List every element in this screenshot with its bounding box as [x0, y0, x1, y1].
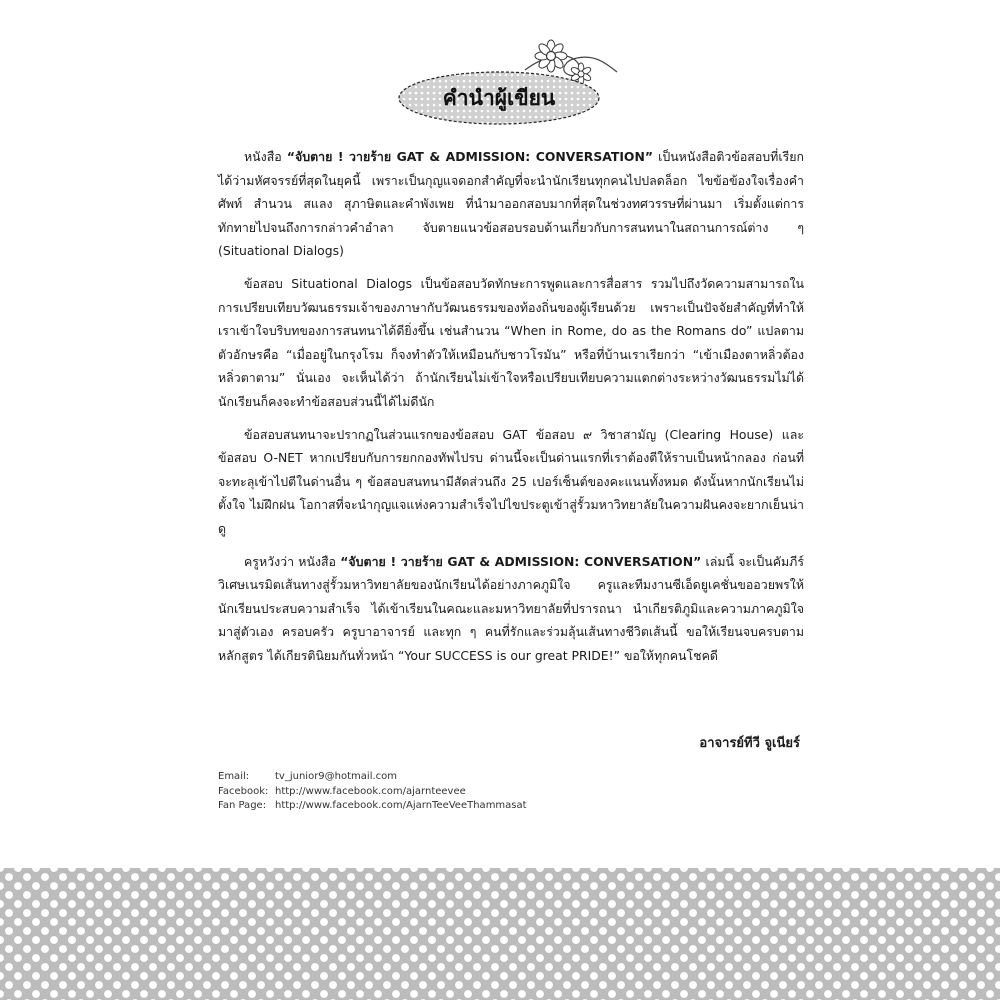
paragraph — [218, 272, 804, 414]
contact-label: Facebook: — [218, 785, 269, 797]
contact-facebook-row — [218, 785, 527, 800]
paragraph-text: เล่มนี้ จะเป็นคัมภีร์วิเศษเนรมิตเส้นทางสู่รั้วมหาวิทยาลัยของนักเรียนได้อย่างภาคภูมิใจ ครูและทีมงานซีเอ็ดยูเคชั่นขออวยพรให้นักเรียนประสบความสำเร็จ ได้เข้าเรียนในคณะและมหาวิทยาลัยที่ปรารถนา นำเกียรติภูมิและความภาคภูมิใจมาสู่ตัวเอง ครอบครัว ครูบาอาจารย์ และทุก ๆ คนที่รักและร่วมลุ้นเส้นทางชีวิตเส้นนี้ ขอให้เรียนจบครบตามหลักสูตร ได้เกียรตินิยมกันทั่วหน้า “Your SUCCESS is our great PRIDE!” ขอให้ทุกคนโชคดี — [218, 553, 804, 663]
paragraph-lead: หนังสือ — [244, 149, 287, 164]
contact-info — [218, 770, 527, 814]
paragraph — [218, 550, 804, 668]
contact-facebook: http://www.facebook.com/ajarnteevee — [275, 785, 466, 797]
paragraph-lead: ครูหวังว่า หนังสือ — [244, 553, 341, 569]
contact-label: Email: — [218, 771, 250, 782]
paragraph — [218, 423, 804, 541]
paragraph-text: ข้อสอบสนทนาจะปรากฏในส่วนแรกของข้อสอบ GAT ข้อสอบ ๙ วิชาสามัญ (Clearing House) และข้อสอบ O-NET หากเปรียบกับการยกกองทัพไปรบ ด่านนี้จะเป็นด่านแรกที่เราต้องตีให้ราบเป็นหน้ากลอง ก่อนที่จะทะลุเข้าไปตีในด่านอื่น ๆ ข้อสอบสนทนามีสัดส่วนถึง 25 เปอร์เซ็นต์ของคะแนนทั้งหมด ดังนั้นหากนักเรียนไม่ตั้งใจ ไม่ฝึกฝน โอกาสที่จะนำกุญแจแห่งความสำเร็จไปไขประตูเข้าสู่รั้วมหาวิทยาลัยในความฝันคงจะยากเย็นน่าดู — [218, 426, 804, 536]
preface-body — [218, 145, 804, 676]
contact-email: tv_junior9@hotmail.com — [275, 771, 398, 782]
contact-label: Fan Page: — [218, 800, 267, 811]
polka-dot-footer-band — [0, 868, 1000, 1000]
page-title: คำนำผู้เขียน — [442, 85, 556, 110]
book-title-bold: “จับตาย ! วายร้าย GAT & ADMISSION: CONVERSATION” — [340, 553, 702, 569]
paragraph-text: เป็นหนังสือติวข้อสอบที่เรียกได้ว่ามหัศจรรย์ที่สุดในยุคนี้ เพราะเป็นกุญแจดอกสำคัญที่จะนำนักเรียนทุกคนไปปลดล็อก ไขข้อข้องใจเรื่องคำศัพท์ สำนวน สแลง สุภาษิตและคำพังเพย ที่นำมาออกสอบมากที่สุดในช่วงทศวรรษที่ผ่านมา เริ่มตั้งแต่การทักทายไปจนถึงการกล่าวคำอำลา จับตายแนวข้อสอบรอบด้านเกี่ยวกับการสนทนาในสถานการณ์ต่าง ๆ (Situational Dialogs) — [218, 149, 804, 259]
contact-fanpage: http://www.facebook.com/AjarnTeeVeeThammasat — [275, 800, 527, 811]
author-signature: อาจารย์ทีวี จูเนียร์ — [699, 736, 800, 751]
paragraph-text: ข้อสอบ Situational Dialogs เป็นข้อสอบวัดทักษะการพูดและการสื่อสาร รวมไปถึงวัดความสามารถในการเปรียบเทียบวัฒนธรรมเจ้าของภาษากับวัฒนธรรมของท้องถิ่นของผู้เรียนด้วย เพราะเป็นปัจจัยสำคัญที่ทำให้เราเข้าใจบริบทของการสนทนาได้ดียิ่งขึ้น เช่นสำนวน “When in Rome, do as the Romans do” แปลตามตัวอักษรคือ “เมื่ออยู่ในกรุงโรม ก็จงทำตัวให้เหมือนกับชาวโรมัน” หรือที่บ้านเราเรียกว่า “เข้าเมืองตาหลิ่วต้องหลิ่วตาตาม” นั่นเอง จะเห็นได้ว่า ถ้านักเรียนไม่เข้าใจหรือเปรียบเทียบความแตกต่างระหว่างวัฒนธรรมไม่ได้ นักเรียนก็คงจะทำข้อสอบส่วนนี้ได้ไม่ดีนัก — [218, 275, 804, 409]
paragraph — [218, 145, 804, 263]
contact-fanpage-row — [218, 799, 527, 814]
contact-email-row — [218, 770, 527, 785]
book-title-bold: “จับตาย ! วายร้าย GAT & ADMISSION: CONVERSATION” — [286, 149, 653, 164]
